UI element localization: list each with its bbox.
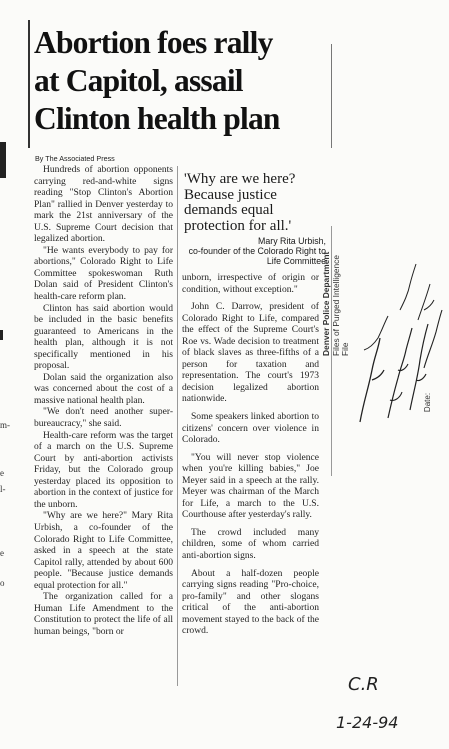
article-paragraph: unborn, irrespective of origin or condition, without exception." — [182, 272, 319, 295]
pull-quote-role: co-founder of the Colorado Right to Life Committee — [188, 246, 326, 267]
left-column — [34, 164, 173, 637]
article-paragraph: Some speakers linked abortion to citizens' concern over violence in Colorado. — [182, 411, 319, 446]
column-rule — [331, 44, 332, 148]
handwritten-note-icon — [330, 660, 435, 740]
headline-line: Abortion foes rally — [34, 25, 273, 60]
article-paragraph: Hundreds of abortion opponents carrying red-and-white signs reading "Stop Clinton's Abortion Plan" rallied in Denver yesterday to mark the 21st anniversary of the U.S. Supreme Court decision that legalized abortion. — [34, 164, 173, 245]
article-paragraph: The organization called for a Human Life Amendment to the Constitution to protect the life of all human beings, "born or — [34, 591, 173, 637]
scan-edge-mark — [0, 142, 6, 178]
article-paragraph: John C. Darrow, president of Colorado Right to Life, compared the effect of the Supreme Court's Roe vs. Wade decision to treatment of black slaves as three-fifths of a person for taxation and representation. The court's 1973 decision legalized abortion nationwide. — [182, 301, 319, 405]
headline — [34, 24, 334, 138]
margin-fragment: e — [0, 468, 4, 478]
middle-column — [182, 272, 319, 643]
article-paragraph: Health-care reform was the target of a march on the U.S. Supreme Court by anti-abortion activists Friday, but the Colorado group yesterday placed its opposition to abortion in the context of justice for the unborn. — [34, 429, 173, 510]
article-paragraph: "Why are we here?" Mary Rita Urbish, a co-founder of the Colorado Right to Life Committee, asked in a speech at the state Capitol rally, attended by about 600 people. "Because justice demands equal protection for all." — [34, 510, 173, 591]
article-paragraph: Clinton has said abortion would be included in the basic benefits guaranteed to Americans in the health plan, although it is not specifically mentioned in his proposal. — [34, 302, 173, 372]
headline-line: at Capitol, assail — [34, 63, 243, 98]
article-paragraph: "We don't need another super-bureaucracy," she said. — [34, 406, 173, 430]
margin-fragment: l- — [0, 484, 6, 494]
stamp-line: Files of Purged Intelligence File — [330, 254, 351, 356]
pull-quote-attribution — [184, 236, 326, 267]
handwritten-initials: C.R — [348, 674, 379, 695]
margin-fragment: e — [0, 548, 4, 558]
handwritten-signature-icon — [348, 250, 446, 430]
column-divider — [177, 166, 178, 686]
article-paragraph: The crowd included many children, some of whom carried anti-abortion signs. — [182, 526, 319, 562]
byline: By The Associated Press — [35, 154, 115, 163]
pull-quote: 'Why are we here? Because justice demands equal protection for all.' — [184, 171, 296, 234]
handwritten-date: 1-24-94 — [336, 713, 399, 732]
article-paragraph: About a half-dozen people carrying signs reading "Pro-choice, pro-family" and other slogans critical of the anti-abortion movement stayed to the back of the crowd. — [182, 567, 319, 637]
article-paragraph: "He wants everybody to pay for abortions," Colorado Right to Life Committee spokeswoman Ruth Dolan said of President Clinton's health-care reform plan. — [34, 244, 173, 303]
stamp-date-label: Date: — [423, 392, 433, 413]
headline-rule — [28, 20, 30, 148]
article-paragraph: Dolan said the organization also was concerned about the cost of a massive national health plan. — [34, 371, 173, 406]
article-paragraph: "You will never stop violence when you're killing babies," Joe Meyer said in a speech at the rally. Meyer was chairman of the March for Life, a march to the U.S. Courthouse after yesterday's rally. — [182, 451, 319, 521]
scan-edge-mark — [0, 330, 3, 340]
margin-fragment: o — [0, 578, 5, 588]
pull-quote-name: Mary Rita Urbish, — [258, 236, 326, 246]
margin-fragment: m- — [0, 420, 10, 430]
headline-line: Clinton health plan — [34, 101, 280, 136]
stamp-line: Denver Police Department — [321, 251, 331, 356]
